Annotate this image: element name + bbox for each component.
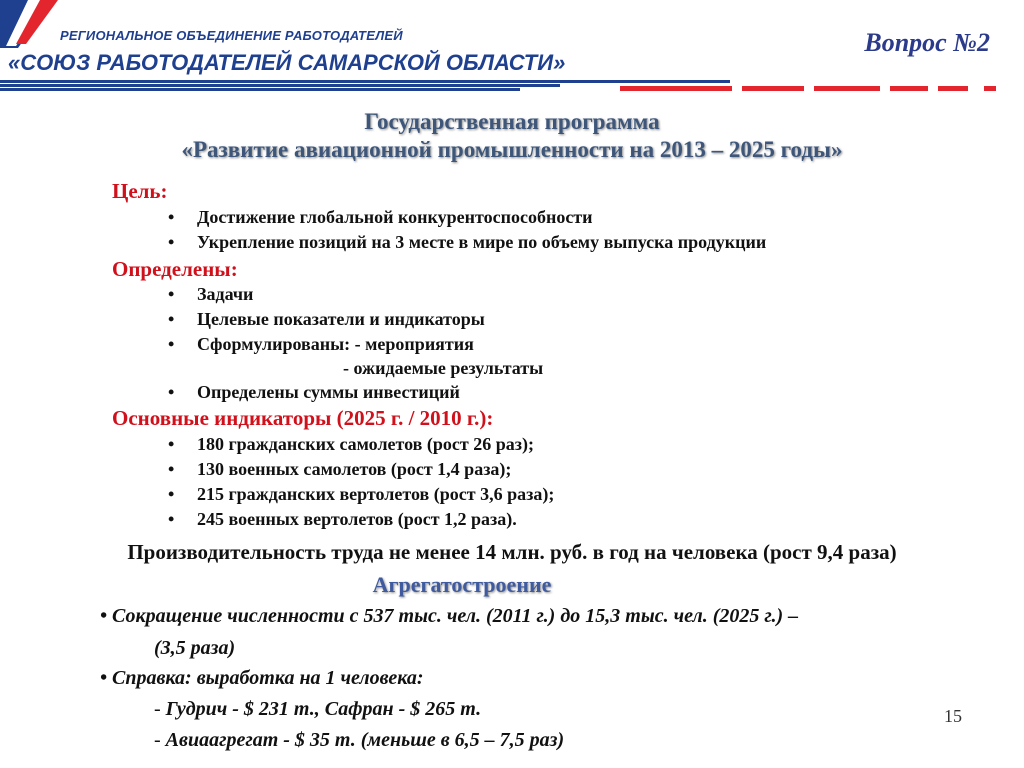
bullet-icon: •: [100, 667, 108, 689]
org-subtitle: РЕГИОНАЛЬНОЕ ОБЪЕДИНЕНИЕ РАБОТОДАТЕЛЕЙ: [60, 28, 403, 43]
aggregate-sub-1: - Гудрич - $ 231 т., Сафран - $ 265 т.: [154, 698, 482, 720]
list-item: • Достижение глобальной конкурентоспособности: [168, 207, 593, 227]
list-sub-item: - ожидаемые результаты: [343, 358, 544, 378]
list-item: • 130 военных самолетов (рост 1,4 раза);: [168, 459, 512, 479]
bullet-icon: •: [168, 459, 175, 479]
bullet-icon: •: [168, 434, 175, 454]
list-item: • Сформулированы: - мероприятия: [168, 334, 474, 354]
question-label: Вопрос №2: [864, 28, 990, 57]
bullet-icon: •: [168, 334, 175, 354]
defined-heading: Определены:: [112, 257, 238, 281]
header-stripes: [0, 80, 1024, 96]
page-number: 15: [944, 706, 962, 726]
slide-title: [0, 108, 1024, 164]
list-item: • Определены суммы инвестиций: [168, 382, 460, 402]
bullet-icon: •: [100, 605, 108, 627]
title-line-1: Государственная программа: [364, 109, 660, 134]
bullet-icon: •: [168, 207, 175, 227]
indicators-heading: Основные индикаторы (2025 г. / 2010 г.):: [112, 406, 494, 430]
aggregate-heading: Агрегатостроение: [372, 572, 552, 597]
dash-icon: -: [154, 729, 161, 751]
aggregate-item-1-cont: (3,5 раза): [154, 637, 236, 659]
bullet-icon: •: [168, 309, 175, 329]
list-item: • 215 гражданских вертолетов (рост 3,6 раза);: [168, 484, 555, 504]
list-item: • 180 гражданских самолетов (рост 26 раз);: [168, 434, 534, 454]
goal-heading: Цель:: [112, 179, 168, 203]
bullet-icon: •: [168, 232, 175, 252]
list-item: • Укрепление позиций на 3 месте в мире по объему выпуска продукции: [168, 232, 767, 252]
list-item: • 245 военных вертолетов (рост 1,2 раза).: [168, 509, 517, 529]
bullet-icon: •: [168, 382, 175, 402]
bullet-icon: •: [168, 509, 175, 529]
dash-icon: -: [154, 698, 161, 720]
bullet-icon: •: [168, 284, 175, 304]
list-item: • Целевые показатели и индикаторы: [168, 309, 485, 329]
bullet-icon: •: [168, 484, 175, 504]
aggregate-sub-2: - Авиаагрегат - $ 35 т. (меньше в 6,5 – 7,5 раз): [154, 729, 565, 751]
aggregate-item-2: • Справка: выработка на 1 человека:: [100, 667, 424, 689]
aggregate-item-1: • Сокращение численности с 537 тыс. чел. (2011 г.) до 15,3 тыс. чел. (2025 г.) –: [100, 605, 799, 627]
list-item: • Задачи: [168, 284, 254, 304]
title-line-2: «Развитие авиационной промышленности на 2013 – 2025 годы»: [181, 137, 843, 162]
org-name: «СОЮЗ РАБОТОДАТЕЛЕЙ САМАРСКОЙ ОБЛАСТИ»: [8, 50, 566, 75]
productivity-statement: Производительность труда не менее 14 млн. руб. в год на человека (рост 9,4 раза): [127, 540, 897, 564]
